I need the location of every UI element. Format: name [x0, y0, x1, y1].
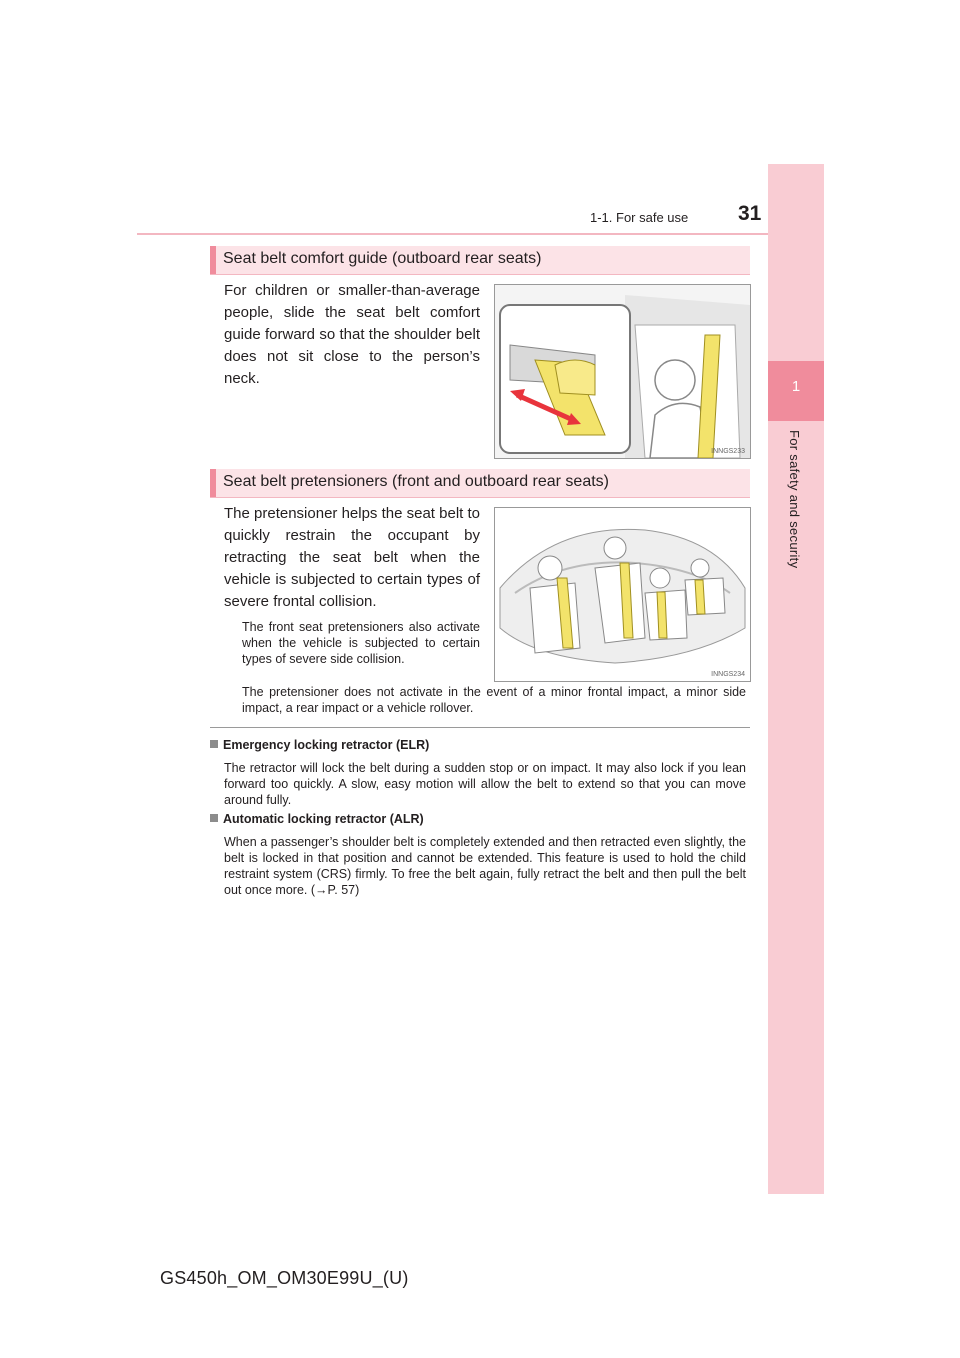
- section-title: Seat belt pretensioners (front and outboard rear seats): [223, 473, 609, 490]
- document-code: GS450h_OM_OM30E99U_(U): [160, 1268, 409, 1288]
- info-heading-alr: [210, 812, 424, 826]
- heading-stripe: [210, 246, 216, 274]
- figure-label: INNGS233: [711, 448, 745, 455]
- section-title: Seat belt comfort guide (outboard rear seats): [223, 250, 542, 267]
- chapter-number-box: [768, 361, 824, 421]
- comfort-guide-figure: [494, 284, 751, 459]
- heading-stripe: [210, 469, 216, 497]
- square-bullet-icon: [210, 814, 218, 822]
- section-heading-pretensioners: [210, 469, 750, 498]
- page-number: 31: [738, 202, 762, 225]
- info-title: Emergency locking retractor (ELR): [223, 738, 430, 752]
- header-rule: [137, 233, 768, 235]
- pretensioner-figure: [494, 507, 751, 682]
- info-divider: [210, 727, 750, 728]
- comfort-guide-illustration: [495, 285, 750, 458]
- info-title: Automatic locking retractor (ALR): [223, 812, 424, 826]
- figure-label: INNGS234: [711, 671, 745, 678]
- chapter-title: For safety and security: [787, 430, 802, 569]
- header-section-title: 1-1. For safe use: [590, 210, 689, 225]
- info-text-alr: When a passenger’s shoulder belt is completely extended and then retracted even slightly, the belt is locked in that position and cannot be extended. This feature is used to hold the child restraint system (CRS) firmly. To free the belt again, fully retract the belt and then pull the belt out once more. (→P. 57): [224, 835, 746, 897]
- chapter-number: 1: [791, 378, 801, 395]
- pretensioner-note-minor: The pretensioner does not activate in the event of a minor frontal impact, a minor side impact, a rear impact or a vehicle rollover.: [242, 685, 746, 715]
- section-heading-comfort-guide: [210, 246, 750, 275]
- info-text-elr: The retractor will lock the belt during a sudden stop or on impact. It may also lock if you lean forward too quickly. A slow, easy motion will allow the belt to extend so that you can move around fully.: [224, 761, 746, 807]
- square-bullet-icon: [210, 740, 218, 748]
- pretensioner-note-side: The front seat pretensioners also activate when the vehicle is subjected to certain types of severe side collision.: [242, 620, 480, 666]
- comfort-guide-body: For children or smaller-than-average people, slide the seat belt comfort guide forward so that the shoulder belt does not sit close to the person’s neck.: [224, 282, 480, 387]
- pretensioner-illustration: [495, 508, 750, 681]
- info-heading-elr: [210, 738, 429, 752]
- pretensioner-body: The pretensioner helps the seat belt to quickly restrain the occupant by retracting the seat belt when the vehicle is subjected to certain types of severe frontal collision.: [224, 505, 480, 610]
- side-tab: [768, 164, 824, 1194]
